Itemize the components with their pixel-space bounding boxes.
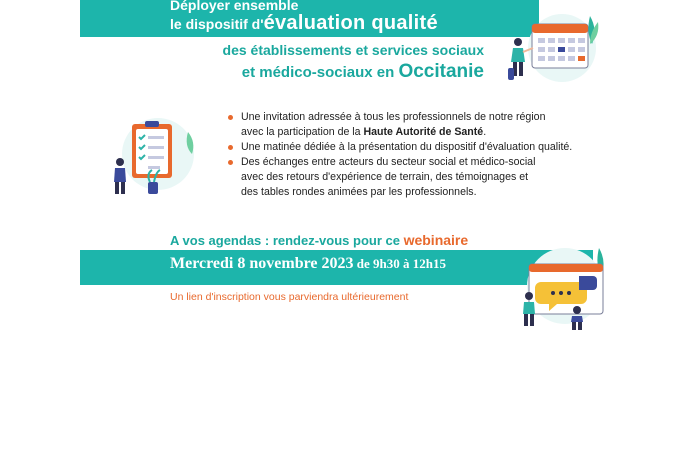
- has-name: Haute Autorité de Santé: [363, 126, 484, 138]
- list-item: [228, 110, 628, 140]
- bullet-3-line-3: des tables rondes animées par les professionnels.: [241, 186, 477, 198]
- title-line-1: Déployer ensemble: [170, 0, 299, 13]
- region-name: Occitanie: [398, 61, 484, 82]
- event-date: [170, 255, 446, 273]
- bullet-1-line-1: Une invitation adressée à tous les professionnels de notre région: [241, 111, 546, 123]
- bullet-1-line-2-suffix: .: [483, 126, 487, 138]
- calendar-illustration: [498, 8, 608, 84]
- agenda-prefix: A vos agendas : rendez-vous pour ce: [170, 233, 404, 248]
- signup-note: Un lien d'inscription vous parviendra ultérieurement: [170, 291, 409, 303]
- program-list: [228, 110, 628, 200]
- title-highlight: évaluation qualité: [263, 12, 438, 34]
- subtitle-line-1: des établissements et services sociaux: [222, 42, 484, 58]
- event-time: de 9h30 à 12h15: [353, 256, 446, 271]
- webinar-label: webinaire: [403, 232, 469, 248]
- bullet-2-text: Une matinée dédiée à la présentation du dispositif d'évaluation qualité.: [241, 141, 573, 153]
- list-item: [228, 140, 628, 155]
- bullet-3-line-2: avec des retours d'expérience de terrain, des témoignages et: [241, 171, 529, 183]
- subtitle-line-2: [242, 61, 484, 83]
- agenda-heading: [170, 232, 468, 248]
- bullet-1-line-2-prefix: avec la participation de la: [241, 126, 364, 138]
- event-date-main: Mercredi 8 novembre 2023: [170, 255, 354, 272]
- bullet-3-line-1: Des échanges entre acteurs du secteur social et médico-social: [241, 156, 536, 168]
- title-line-2: [170, 12, 438, 35]
- checklist-illustration: [110, 112, 200, 198]
- title-line-2-prefix: le dispositif d': [170, 16, 264, 32]
- subtitle-line-2-prefix: et médico-sociaux en: [241, 64, 399, 81]
- discussion-illustration: [505, 238, 615, 330]
- list-item: [228, 155, 628, 200]
